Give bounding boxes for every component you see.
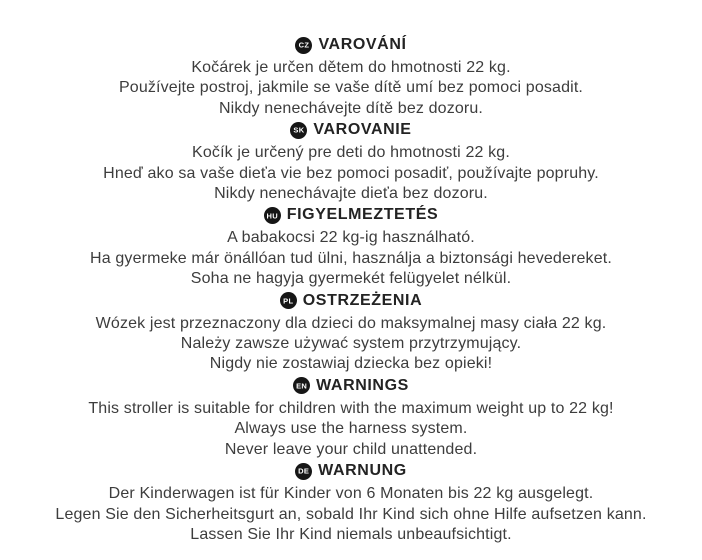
language-code: SK [293,125,305,135]
warning-line-3: Soha ne hagyja gyermekét felügyelet nélkül. [190,270,512,288]
warning-line-3: Never leave your child unattended. [224,440,478,458]
language-badge-icon [295,463,312,480]
language-code: CZ [298,40,310,50]
warning-line-3: Nigdy nie zostawiaj dziecka bez opieki! [209,355,493,373]
warning-line-1: Der Kinderwagen ist für Kinder von 6 Monaten bis 22 kg ausgelegt. [108,485,594,503]
warning-line-2: Používejte postroj, jakmile se vaše dítě umí bez pomoci posadit. [118,79,584,97]
warning-title: WARNUNG [318,462,407,480]
language-code: HU [266,211,278,221]
warning-section [0,376,702,460]
warning-title: VAROVÁNÍ [318,36,407,53]
warning-heading [0,461,702,481]
warning-line-1: Kočík je určený pre deti do hmotnosti 22 kg. [192,144,510,162]
language-badge-icon [293,377,310,394]
warning-heading [0,291,702,311]
warning-sections-container [0,35,702,545]
language-badge-icon [264,207,281,224]
language-badge-icon [295,37,312,54]
warning-section [0,291,702,375]
warning-line-1: A babakocsi 22 kg-ig használható. [227,229,475,247]
warning-line-2: Hneď ako sa vaše dieťa vie bez pomoci posadiť, používajte popruhy. [103,164,599,182]
warning-line-2: Należy zawsze używać system przytrzymujący. [180,335,522,353]
warning-section [0,461,702,545]
language-badge-icon [280,292,297,309]
warning-section [0,205,702,289]
language-badge-icon [290,122,307,139]
warning-line-3: Lassen Sie Ihr Kind niemals unbeaufsichtigt. [190,525,512,543]
warning-section [0,120,702,204]
warning-line-2: Legen Sie den Sicherheitsgurt an, sobald Ihr Kind sich ohne Hilfe aufsetzen kann. [55,505,647,523]
warning-line-1: Wózek jest przeznaczony dla dzieci do maksymalnej masy ciała 22 kg. [95,314,607,332]
language-code: DE [298,466,310,476]
language-code: EN [296,381,308,391]
warning-line-3: Nikdy nenechávejte dítě bez dozoru. [218,99,484,117]
warning-line-1: This stroller is suitable for children with the maximum weight up to 22 kg! [88,399,614,417]
warning-title: FIGYELMEZTETÉS [286,206,439,224]
language-code: PL [283,296,294,306]
warning-title: VAROVANIE [313,121,412,139]
warning-heading [0,35,702,55]
warning-line-1: Kočárek je určen dětem do hmotnosti 22 kg. [191,59,511,76]
warning-heading [0,205,702,225]
warning-title: OSTRZEŻENIA [302,291,423,309]
warning-section [0,35,702,119]
warning-line-2: Ha gyermeke már önállóan tud ülni, használja a biztonsági hevedereket. [90,249,612,267]
warning-heading [0,120,702,140]
warning-line-3: Nikdy nenechávajte dieťa bez dozoru. [214,185,488,203]
warning-heading [0,376,702,396]
warning-title: WARNINGS [316,376,409,394]
warning-line-2: Always use the harness system. [234,420,468,438]
